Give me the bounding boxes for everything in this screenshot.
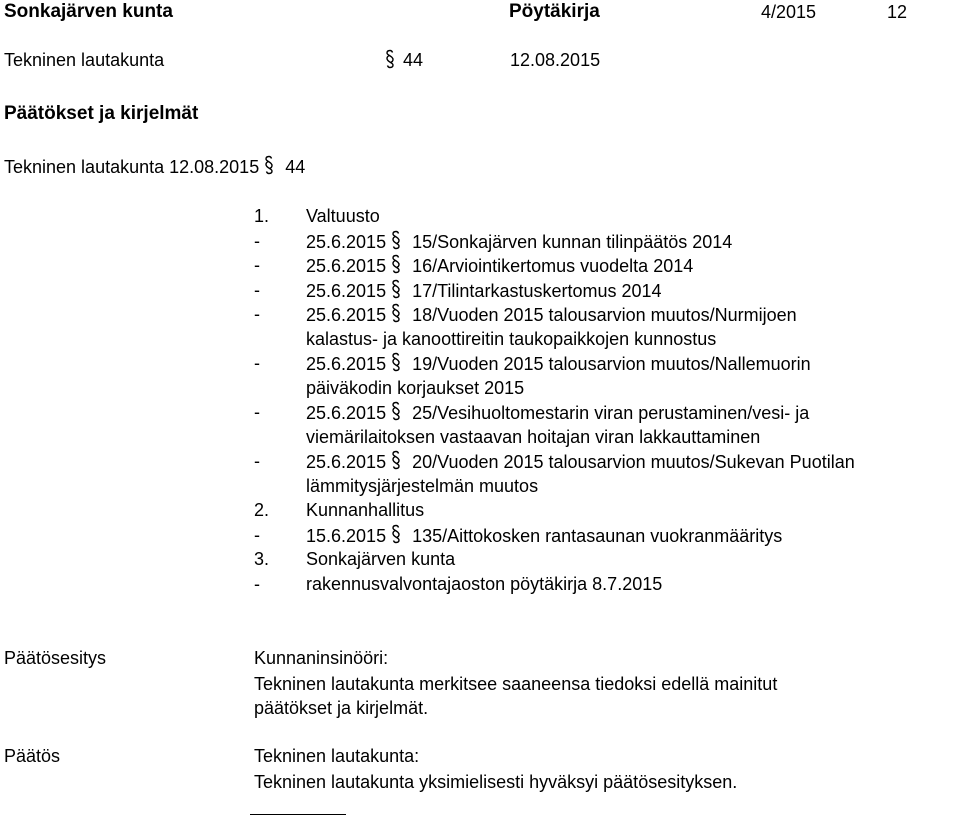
list-item-number: 2. [254,500,270,520]
document-type: Pöytäkirja [509,1,600,22]
list-item [306,352,811,375]
list-item-text: 19/Vuoden 2015 talousarvion muutos/Nallemuorin [412,354,811,374]
list-item-number: - [254,255,260,275]
document-number: 4/2015 [761,2,817,22]
section-sign-icon [390,279,406,299]
subheading [4,155,305,178]
list-item-continuation: viemärilaitoksen vastaavan hoitajan viran lakkauttaminen [306,427,761,447]
section-sign-icon [263,155,279,175]
list-item-number: - [254,231,260,251]
section-sign-icon [384,49,400,69]
list-item-text: 20/Vuoden 2015 talousarvion muutos/Sukevan Puotilan [412,452,855,472]
section-sign-icon [390,303,406,323]
list-item [306,450,855,473]
page-title: Päätökset ja kirjelmät [4,103,199,124]
list-item-number: - [254,353,260,373]
list-item-continuation: lämmitysjärjestelmän muutos [306,476,539,496]
signature-divider [250,814,346,815]
list-item-text: 17/Tilintarkastuskertomus 2014 [412,281,662,301]
list-item-date: 25.6.2015 [306,305,387,325]
list-item-date: 25.6.2015 [306,452,387,472]
proposal-label: Päätösesitys [4,648,107,668]
subheading-number: 44 [285,157,306,177]
list-item-text: 15/Sonkajärven kunnan tilinpäätös 2014 [412,232,733,252]
list-item-date: 15.6.2015 [306,526,387,546]
list-item-text: 135/Aittokosken rantasaunan vuokranmääritys [412,526,783,546]
list-item [306,279,662,302]
page-number: 12 [887,2,908,22]
list-item-number: - [254,451,260,471]
list-item-continuation: päiväkodin korjaukset 2015 [306,378,525,398]
list-item-text: Valtuusto [306,206,380,226]
committee-name: Tekninen lautakunta [4,50,165,70]
list-item-text: 25/Vesihuoltomestarin viran perustaminen/vesi- ja [412,403,810,423]
subheading-text: Tekninen lautakunta 12.08.2015 [4,157,260,177]
list-item-text: 16/Arviointikertomus vuodelta 2014 [412,256,694,276]
list-item-date: 25.6.2015 [306,281,387,301]
list-item-number: - [254,402,260,422]
decision-author: Tekninen lautakunta: [254,746,420,766]
proposal-author: Kunnaninsinööri: [254,648,389,668]
list-item [306,524,782,547]
section-sign-icon [390,450,406,470]
list-item-number: - [254,574,260,594]
list-item-number: 1. [254,206,270,226]
municipality-name: Sonkajärven kunta [4,1,173,22]
list-item-number: - [254,280,260,300]
list-item [306,401,809,424]
section-sign-icon [390,254,406,274]
section-sign-icon [390,524,406,544]
proposal-text-line2: päätökset ja kirjelmät. [254,698,429,718]
list-item-text: Sonkajärven kunta [306,549,456,569]
section-sign-icon [390,352,406,372]
list-item-number: - [254,525,260,545]
list-item-date: 25.6.2015 [306,403,387,423]
list-item-text: 18/Vuoden 2015 talousarvion muutos/Nurmijoen [412,305,797,325]
list-item-number: - [254,304,260,324]
meeting-date: 12.08.2015 [510,50,601,70]
list-item-number: 3. [254,549,270,569]
section-number: 44 [403,50,424,70]
list-item-date: 25.6.2015 [306,354,387,374]
list-item [306,254,693,277]
list-item-date: 25.6.2015 [306,232,387,252]
decision-label: Päätös [4,746,61,766]
section-sign-icon [390,230,406,250]
decision-text: Tekninen lautakunta yksimielisesti hyväksyi päätösesityksen. [254,772,738,792]
list-item [306,303,797,326]
section-sign-icon [390,401,406,421]
list-item [306,230,732,253]
proposal-text-line1: Tekninen lautakunta merkitsee saaneensa tiedoksi edellä mainitut [254,674,778,694]
list-item-continuation: kalastus- ja kanoottireitin taukopaikkojen kunnostus [306,329,717,349]
list-item-date: 25.6.2015 [306,256,387,276]
list-item-text: Kunnanhallitus [306,500,425,520]
list-item-text: rakennusvalvontajaoston pöytäkirja 8.7.2015 [306,574,663,594]
